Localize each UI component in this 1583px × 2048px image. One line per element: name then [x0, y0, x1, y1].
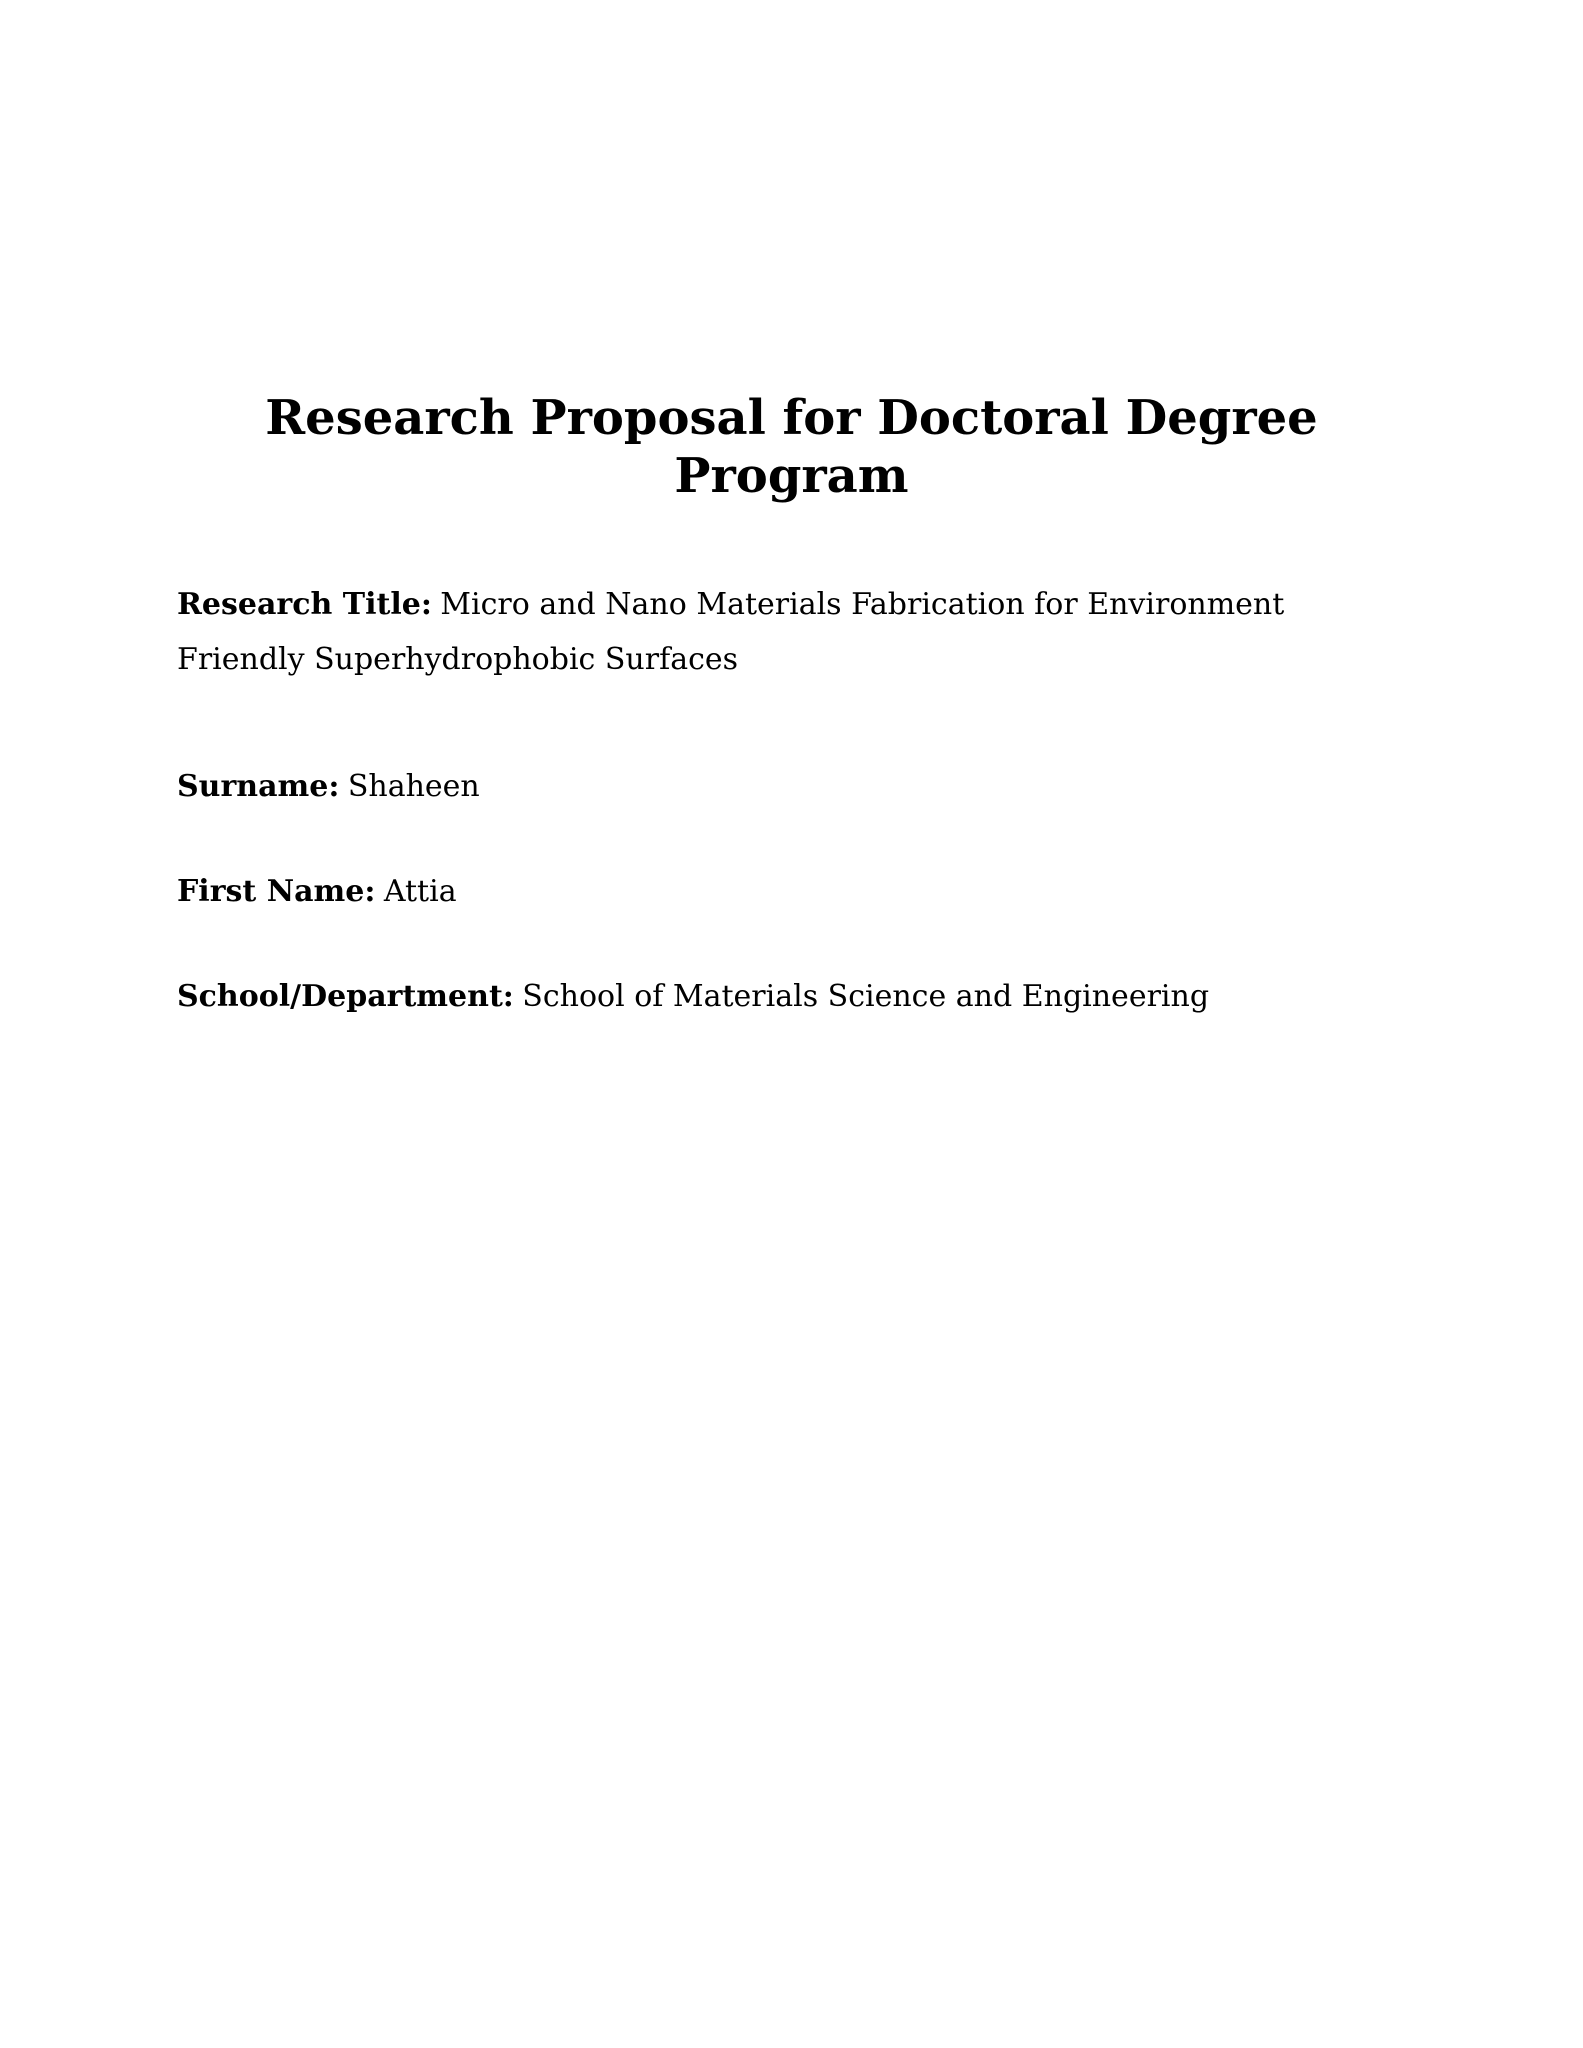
field-first-name-label: First Name:: [177, 874, 376, 910]
field-surname-value: Shaheen: [347, 769, 480, 805]
field-school-department: [177, 969, 1406, 1024]
field-school-department-value: School of Materials Science and Engineering: [522, 979, 1210, 1015]
document-content: [177, 390, 1406, 1024]
field-surname-label: Surname:: [177, 769, 340, 805]
field-first-name-value: Attia: [383, 874, 457, 910]
field-first-name: [177, 864, 1406, 919]
field-research-title-value: Micro and Nano Materials Fabrication for Environment Friendly Superhydrophobic Surfaces: [177, 587, 1285, 678]
field-school-department-label: School/Department:: [177, 979, 514, 1015]
field-research-title: [177, 577, 1406, 687]
field-research-title-label: Research Title:: [177, 587, 432, 623]
document-title: Research Proposal for Doctoral Degree Program: [265, 390, 1318, 504]
field-surname: [177, 759, 1406, 814]
